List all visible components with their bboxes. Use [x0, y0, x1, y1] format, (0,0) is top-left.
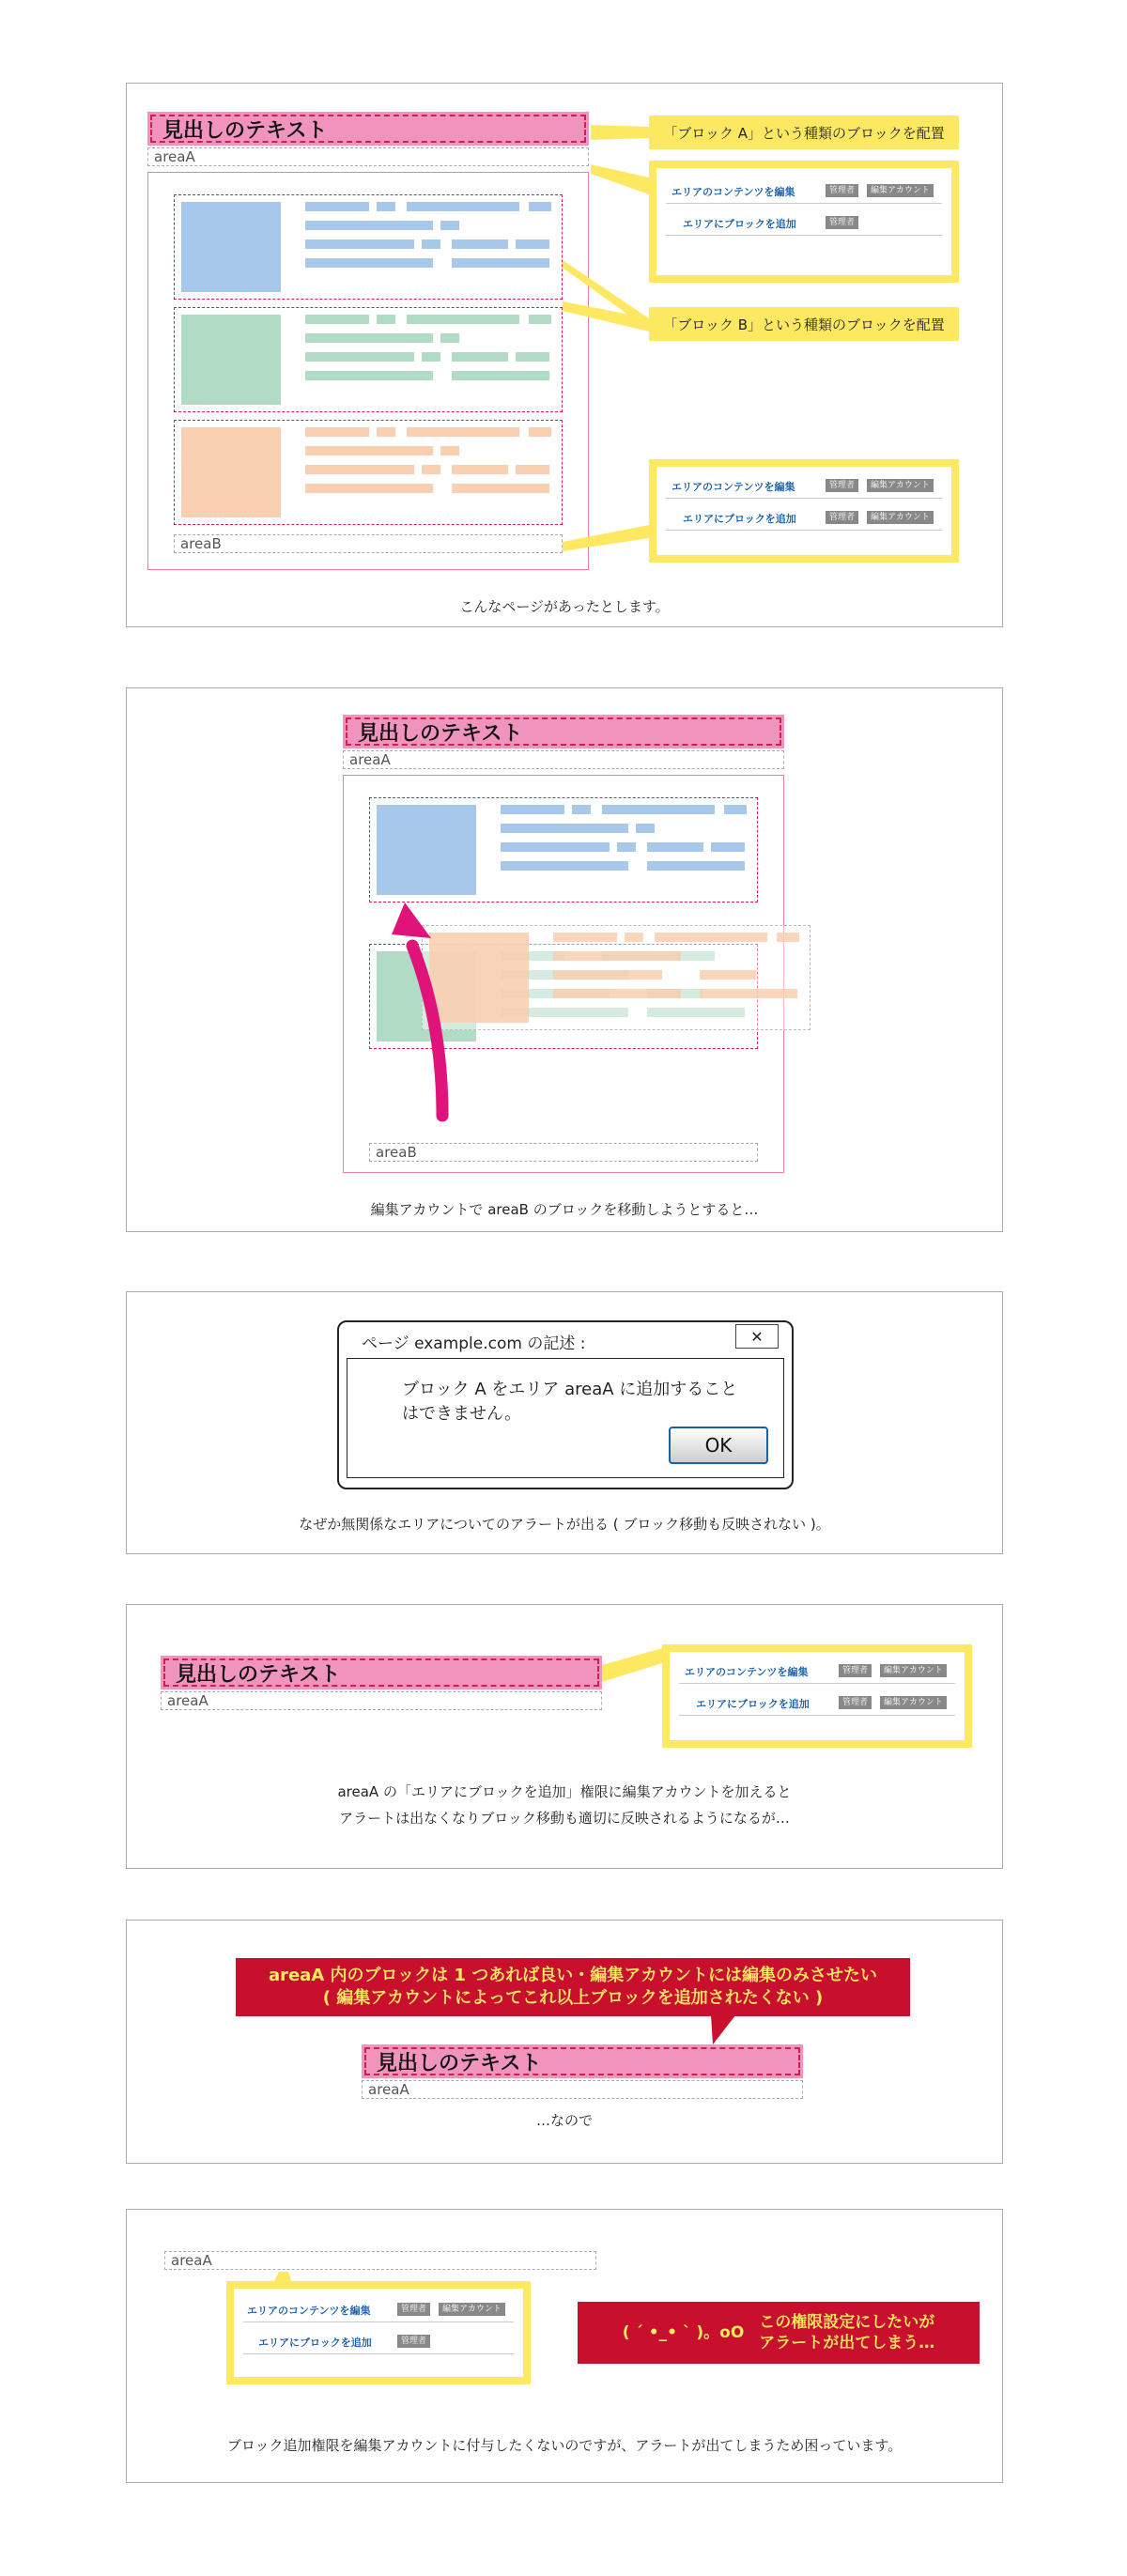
- text-line: [647, 861, 745, 871]
- permission-table-area-a: [226, 2281, 531, 2384]
- text-line: [501, 824, 628, 833]
- panel3-caption: なぜか無関係なエリアについてのアラートが出る ( ブロック移動も反映されない )。: [299, 1516, 830, 1533]
- role-tag-edit-account: 編集アカウント: [880, 1696, 947, 1709]
- role-tag-admin: 管理者: [826, 479, 858, 492]
- page-heading: [161, 1656, 602, 1689]
- panel2-caption: 編集アカウントで areaB のブロックを移動しようとすると…: [370, 1201, 759, 1218]
- alert-dialog: [337, 1320, 794, 1489]
- panel-move-attempt: [126, 687, 1003, 1232]
- text-line: [553, 933, 617, 942]
- text-line: [422, 239, 440, 249]
- block-image-blue: [377, 805, 476, 895]
- text-line: [553, 951, 681, 961]
- perm-row-edit: [679, 1658, 955, 1684]
- text-line: [516, 239, 549, 249]
- text-line: [377, 315, 395, 324]
- text-line: [501, 842, 610, 852]
- role-tag-edit-account: 編集アカウント: [439, 2303, 505, 2316]
- panel4-caption-line-1: areaA の「エリアにブロックを追加」権限に編集アカウントを加えると: [337, 1783, 792, 1800]
- heading-text: 見出しのテキスト: [162, 118, 328, 143]
- text-line: [529, 427, 551, 437]
- text-line: [305, 465, 414, 474]
- text-line: [452, 371, 549, 380]
- text-line: [305, 427, 369, 437]
- perm-row-edit: [666, 177, 942, 204]
- page-heading: [343, 715, 784, 748]
- problem-line-1: この権限設定にしたいが: [759, 2313, 935, 2332]
- text-line: [700, 970, 756, 979]
- perm-label-add: エリアにブロックを追加: [696, 1698, 810, 1710]
- perm-row-add: [679, 1689, 955, 1716]
- text-line: [711, 842, 745, 852]
- role-tag-admin: 管理者: [839, 1696, 872, 1709]
- block-image-green: [181, 315, 281, 405]
- heading-text: 見出しのテキスト: [176, 1662, 341, 1687]
- text-line: [617, 842, 636, 852]
- text-line: [407, 427, 519, 437]
- role-tag-admin: 管理者: [397, 2335, 430, 2348]
- text-line: [440, 221, 459, 230]
- perm-label-edit: エリアのコンテンツを編集: [672, 481, 795, 493]
- text-line: [452, 465, 508, 474]
- text-line: [553, 989, 681, 998]
- text-line: [700, 989, 797, 998]
- text-line: [452, 484, 549, 493]
- panel6-caption: ブロック追加権限を編集アカウントに付与したくないのですが、アラートが出てしまうため困っています。: [226, 2437, 903, 2454]
- ok-button[interactable]: OK: [669, 1427, 768, 1464]
- text-line: [501, 861, 628, 871]
- role-tag-edit-account: 編集アカウント: [867, 479, 934, 492]
- perm-label-edit: エリアのコンテンツを編集: [685, 1666, 809, 1678]
- text-line: [377, 202, 395, 211]
- problem-note: [578, 2302, 980, 2364]
- role-tag-admin: 管理者: [839, 1664, 872, 1677]
- text-line: [305, 258, 433, 268]
- perm-label-edit: エリアのコンテンツを編集: [247, 2305, 371, 2317]
- text-line: [407, 315, 519, 324]
- panel-requirement: [126, 1920, 1003, 2164]
- perm-row-add: [666, 504, 942, 531]
- heading-text: 見出しのテキスト: [358, 721, 523, 746]
- text-line: [516, 465, 549, 474]
- page-heading: [362, 2044, 803, 2078]
- permission-table-area-b: [649, 459, 959, 563]
- dialog-title: ページ example.com の記述 :: [362, 1334, 586, 1353]
- requirement-line-1: areaA 内のブロックは 1 つあれば良い・編集アカウントには編集のみさせたい: [268, 1966, 878, 1985]
- text-line: [777, 933, 799, 942]
- perm-row-add: [243, 2328, 514, 2354]
- role-tag-edit-account: 編集アカウント: [880, 1664, 947, 1677]
- text-line: [305, 484, 433, 493]
- text-line: [452, 352, 508, 362]
- dialog-message-line-2: はできません。: [402, 1404, 522, 1424]
- text-line: [305, 333, 433, 343]
- text-line: [422, 465, 440, 474]
- text-line: [501, 805, 564, 814]
- text-line: [625, 933, 643, 942]
- perm-row-add: [666, 209, 942, 236]
- panel4-caption-line-2: アラートは出なくなりブロック移動も適切に反映されるようになるが…: [339, 1810, 790, 1827]
- perm-label-edit: エリアのコンテンツを編集: [672, 186, 795, 198]
- area-b-label: areaB: [174, 534, 563, 553]
- area-a-label: areaA: [343, 750, 784, 769]
- dialog-message-line-1: ブロック A をエリア areaA に追加すること: [402, 1380, 738, 1399]
- role-tag-admin: 管理者: [826, 184, 858, 197]
- perm-label-add: エリアにブロックを追加: [258, 2337, 372, 2349]
- problem-line-2: アラートが出てしまう…: [759, 2334, 935, 2352]
- text-line: [647, 842, 703, 852]
- panel5-caption: …なので: [535, 2112, 593, 2129]
- panel-grant-permission: [126, 1604, 1003, 1869]
- dialog-body: [347, 1358, 784, 1478]
- callout-block-b: 「ブロック B」という種類のブロックを配置: [649, 307, 959, 341]
- permission-table-area-a: [649, 161, 959, 283]
- text-line: [305, 221, 433, 230]
- panel-page-layout: [126, 83, 1003, 627]
- permission-table-area-a: [662, 1644, 972, 1748]
- worried-emoticon: ( ´ •_• ` )。oO: [622, 2323, 745, 2342]
- text-line: [305, 239, 414, 249]
- text-line: [452, 239, 508, 249]
- area-a-label: areaA: [164, 2251, 596, 2270]
- panel-alert: [126, 1291, 1003, 1554]
- block-image-orange: [181, 427, 281, 517]
- area-a-label: areaA: [362, 2080, 803, 2099]
- text-line: [724, 805, 747, 814]
- heading-text: 見出しのテキスト: [377, 2051, 542, 2075]
- text-line: [305, 371, 433, 380]
- requirement-line-2: ( 編集アカウントによってこれ以上ブロックを追加されたくない ): [322, 1988, 824, 2008]
- role-tag-admin: 管理者: [397, 2303, 430, 2316]
- text-line: [440, 333, 459, 343]
- role-tag-admin: 管理者: [826, 216, 858, 229]
- text-line: [305, 352, 414, 362]
- text-line: [529, 315, 551, 324]
- area-a-label: areaA: [161, 1691, 602, 1710]
- text-line: [440, 446, 459, 455]
- perm-label-add: エリアにブロックを追加: [683, 218, 796, 230]
- panel-desired-setting: [126, 2209, 1003, 2483]
- role-tag-edit-account: 編集アカウント: [867, 511, 934, 524]
- page-heading: [147, 112, 589, 146]
- text-line: [655, 933, 767, 942]
- text-line: [529, 202, 551, 211]
- perm-label-add: エリアにブロックを追加: [683, 513, 796, 525]
- text-line: [516, 352, 549, 362]
- perm-row-edit: [243, 2296, 514, 2322]
- text-line: [305, 446, 433, 455]
- text-line: [602, 805, 715, 814]
- perm-row-edit: [666, 472, 942, 499]
- text-line: [553, 970, 662, 979]
- text-line: [452, 258, 549, 268]
- block-image-blue: [181, 202, 281, 292]
- text-line: [422, 352, 440, 362]
- requirement-note: [236, 1958, 910, 2016]
- role-tag-edit-account: 編集アカウント: [867, 184, 934, 197]
- text-line: [377, 427, 395, 437]
- text-line: [407, 202, 519, 211]
- area-b-label: areaB: [369, 1143, 758, 1162]
- panel1-caption: こんなページがあったとします。: [459, 598, 670, 615]
- role-tag-admin: 管理者: [826, 511, 858, 524]
- block-image-orange: [429, 933, 529, 1023]
- callout-block-a: 「ブロック A」という種類のブロックを配置: [649, 116, 959, 149]
- text-line: [636, 824, 655, 833]
- text-line: [572, 805, 591, 814]
- dialog-close-button[interactable]: ✕: [735, 1324, 779, 1349]
- area-a-label: areaA: [147, 147, 589, 166]
- text-line: [305, 315, 369, 324]
- text-line: [305, 202, 369, 211]
